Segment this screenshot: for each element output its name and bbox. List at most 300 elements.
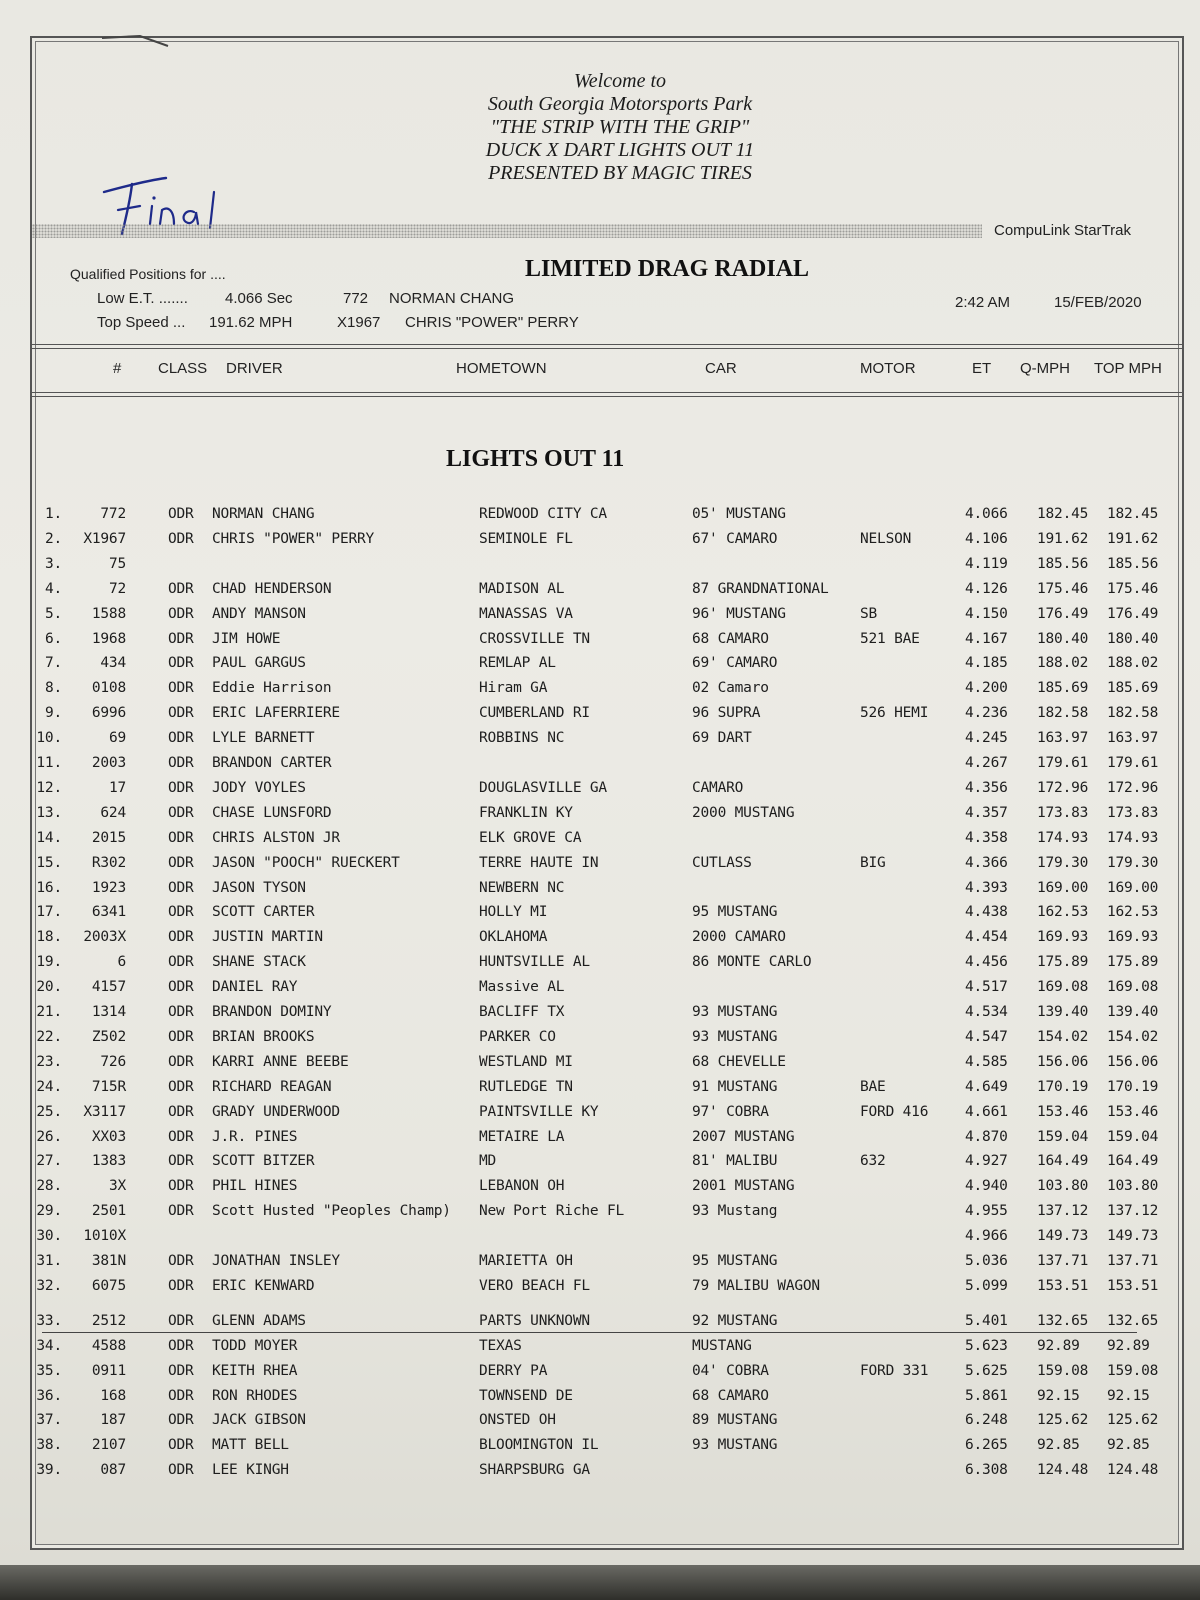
col-header-top-mph: TOP MPH — [1094, 360, 1162, 377]
cell-q-mph: 92.15 — [1037, 1387, 1080, 1404]
cell-top-mph: 175.89 — [1107, 954, 1159, 971]
cell-hometown: SHARPSBURG GA — [479, 1462, 590, 1479]
cell-car: 87 GRANDNATIONAL — [692, 580, 829, 597]
cell-position: 39. — [36, 1462, 62, 1479]
cell-class: ODR — [168, 530, 194, 547]
cell-class: ODR — [168, 506, 194, 522]
cell-class: ODR — [168, 1153, 194, 1170]
cell-et: 4.661 — [965, 1103, 1008, 1120]
cell-car: 69 DART — [692, 730, 752, 747]
cell-position: 28. — [36, 1178, 62, 1195]
class-title: LIMITED DRAG RADIAL — [525, 256, 810, 282]
cell-car-number: 726 — [100, 1053, 126, 1070]
table-row — [0, 581, 1200, 605]
cell-hometown: BLOOMINGTON IL — [479, 1437, 599, 1454]
cell-car-number: 17 — [108, 779, 126, 796]
cell-class: ODR — [168, 1462, 194, 1479]
cell-car: 89 MUSTANG — [692, 1412, 778, 1429]
top-speed-driver: CHRIS "POWER" PERRY — [405, 314, 579, 331]
table-row — [0, 954, 1200, 978]
cell-position: 8. — [44, 680, 62, 697]
track-slogan: "THE STRIP WITH THE GRIP" — [490, 116, 750, 138]
table-row — [0, 904, 1200, 928]
cell-top-mph: 125.62 — [1107, 1412, 1159, 1429]
table-row — [0, 730, 1200, 754]
table-row — [0, 979, 1200, 1003]
cell-motor: 632 — [860, 1153, 886, 1170]
cell-q-mph: 103.80 — [1037, 1178, 1089, 1195]
cell-driver: SCOTT CARTER — [212, 904, 315, 921]
cell-top-mph: 164.49 — [1107, 1153, 1159, 1170]
col-header-q-mph: Q-MPH — [1020, 360, 1070, 377]
cell-hometown: DOUGLASVILLE GA — [479, 779, 607, 796]
table-row — [0, 1278, 1200, 1302]
table-row — [0, 1363, 1200, 1387]
cell-q-mph: 179.61 — [1037, 755, 1089, 771]
cell-driver: TODD MOYER — [212, 1337, 298, 1354]
cell-q-mph: 175.46 — [1037, 580, 1089, 597]
cell-car-number: 1923 — [91, 879, 126, 896]
cell-class: ODR — [168, 1412, 194, 1429]
cell-et: 4.358 — [965, 829, 1008, 846]
cell-car: 04' COBRA — [692, 1362, 769, 1379]
cell-position: 5. — [44, 605, 62, 622]
cell-hometown: ROBBINS NC — [479, 730, 565, 747]
cell-et: 6.248 — [965, 1412, 1008, 1429]
cell-et: 4.870 — [965, 1128, 1008, 1145]
table-row — [0, 1437, 1200, 1461]
cell-position: 1. — [44, 506, 62, 522]
cell-top-mph: 163.97 — [1107, 730, 1159, 747]
cell-position: 24. — [36, 1078, 62, 1095]
cell-hometown: REMLAP AL — [479, 655, 556, 672]
low-et-car: 772 — [343, 290, 369, 307]
cell-class: ODR — [168, 854, 194, 871]
col-header-number: # — [113, 360, 122, 377]
cell-position: 19. — [36, 954, 62, 971]
cell-hometown: New Port Riche FL — [479, 1203, 625, 1220]
cell-class: ODR — [168, 954, 194, 971]
cell-car: 68 CHEVELLE — [692, 1053, 786, 1070]
table-row — [0, 1029, 1200, 1053]
table-row — [0, 1253, 1200, 1277]
cell-q-mph: 164.49 — [1037, 1153, 1089, 1170]
cell-top-mph: 159.04 — [1107, 1128, 1159, 1145]
table-row — [0, 680, 1200, 704]
cell-top-mph: 153.51 — [1107, 1277, 1159, 1294]
cell-et: 4.393 — [965, 879, 1008, 896]
cell-hometown: TERRE HAUTE IN — [479, 854, 599, 871]
cell-car-number: 2501 — [91, 1203, 126, 1220]
cell-et: 5.099 — [965, 1277, 1008, 1294]
table-row — [0, 1129, 1200, 1153]
cell-car: 68 CAMARO — [692, 630, 769, 647]
cell-class: ODR — [168, 1128, 194, 1145]
table-row — [0, 1054, 1200, 1078]
cell-car-number: 6 — [117, 954, 126, 971]
cell-driver: JIM HOWE — [212, 630, 281, 647]
table-row — [0, 606, 1200, 630]
cell-position: 34. — [36, 1337, 62, 1354]
cell-car-number: 4157 — [91, 979, 126, 996]
cell-car-number: R302 — [91, 854, 126, 871]
table-row — [0, 855, 1200, 879]
cell-q-mph: 169.93 — [1037, 929, 1089, 946]
cell-car-number: X1967 — [83, 530, 126, 547]
cell-car: CAMARO — [692, 779, 744, 796]
cell-position: 16. — [36, 879, 62, 896]
cell-motor: 526 HEMI — [860, 705, 929, 722]
cell-q-mph: 154.02 — [1037, 1028, 1089, 1045]
cell-driver: LEE KINGH — [212, 1462, 289, 1479]
table-row — [0, 705, 1200, 729]
cell-top-mph: 154.02 — [1107, 1028, 1159, 1045]
cell-hometown: OKLAHOMA — [479, 929, 548, 946]
cell-driver: NORMAN CHANG — [212, 506, 315, 522]
cell-position: 15. — [36, 854, 62, 871]
table-row — [0, 805, 1200, 829]
cell-et: 4.927 — [965, 1153, 1008, 1170]
cell-driver: KEITH RHEA — [212, 1362, 298, 1379]
cell-et: 5.036 — [965, 1253, 1008, 1269]
cell-car-number: 1968 — [91, 630, 126, 647]
cell-class: ODR — [168, 1277, 194, 1294]
cell-position: 33. — [36, 1312, 62, 1329]
cell-et: 5.623 — [965, 1337, 1008, 1354]
cell-et: 4.236 — [965, 705, 1008, 722]
cell-driver: LYLE BARNETT — [212, 730, 315, 747]
cell-car-number: XX03 — [91, 1128, 126, 1145]
cell-car: 05' MUSTANG — [692, 506, 786, 522]
cell-car-number: 6341 — [91, 904, 126, 921]
cell-class: ODR — [168, 755, 194, 771]
low-et-driver: NORMAN CHANG — [389, 290, 515, 307]
cell-et: 4.245 — [965, 730, 1008, 747]
cell-driver: JACK GIBSON — [212, 1412, 306, 1429]
cell-motor: 521 BAE — [860, 630, 920, 647]
col-header-class: CLASS — [158, 360, 208, 377]
event-name: DUCK X DART LIGHTS OUT 11 — [485, 139, 755, 161]
cell-hometown: METAIRE LA — [479, 1128, 565, 1145]
cell-et: 4.119 — [965, 555, 1008, 572]
cell-position: 9. — [44, 705, 62, 722]
cell-top-mph: 169.00 — [1107, 879, 1159, 896]
cell-class: ODR — [168, 1103, 194, 1120]
cell-hometown: FRANKLIN KY — [479, 804, 573, 821]
cell-position: 30. — [36, 1228, 62, 1245]
cell-class: ODR — [168, 1312, 194, 1329]
cell-top-mph: 124.48 — [1107, 1462, 1159, 1479]
cell-top-mph: 188.02 — [1107, 655, 1159, 672]
cell-driver: Eddie Harrison — [212, 680, 332, 697]
cell-car: CUTLASS — [692, 854, 752, 871]
cell-top-mph: 153.46 — [1107, 1103, 1159, 1120]
cell-class: ODR — [168, 680, 194, 697]
table-row — [0, 506, 1200, 530]
cell-car: 69' CAMARO — [692, 655, 778, 672]
cell-car: 96 SUPRA — [692, 705, 761, 722]
cell-class: ODR — [168, 779, 194, 796]
cell-hometown: TOWNSEND DE — [479, 1387, 573, 1404]
cell-car-number: 0911 — [91, 1362, 126, 1379]
cell-hometown: NEWBERN NC — [479, 879, 565, 896]
cell-car-number: 187 — [100, 1412, 126, 1429]
cell-motor: BAE — [860, 1078, 886, 1095]
cell-top-mph: 169.93 — [1107, 929, 1159, 946]
cell-motor: NELSON — [860, 530, 912, 547]
cell-et: 4.585 — [965, 1053, 1008, 1070]
cell-position: 7. — [44, 655, 62, 672]
cell-car-number: 6996 — [91, 705, 126, 722]
report-time: 2:42 AM — [955, 294, 1011, 311]
cell-q-mph: 124.48 — [1037, 1462, 1089, 1479]
cell-position: 29. — [36, 1203, 62, 1220]
cell-position: 38. — [36, 1437, 62, 1454]
cell-position: 37. — [36, 1412, 62, 1429]
cell-top-mph: 179.61 — [1107, 755, 1159, 771]
qualifying-cutoff-line — [42, 1332, 1137, 1333]
cell-q-mph: 163.97 — [1037, 730, 1089, 747]
cell-driver: PAUL GARGUS — [212, 655, 306, 672]
cell-position: 11. — [36, 755, 62, 771]
cell-car: 2001 MUSTANG — [692, 1178, 795, 1195]
cell-top-mph: 149.73 — [1107, 1228, 1159, 1245]
cell-q-mph: 182.45 — [1037, 506, 1089, 522]
cell-hometown: ONSTED OH — [479, 1412, 556, 1429]
table-row — [0, 531, 1200, 555]
cell-q-mph: 185.69 — [1037, 680, 1089, 697]
cell-car: 2000 MUSTANG — [692, 804, 795, 821]
cell-hometown: RUTLEDGE TN — [479, 1078, 573, 1095]
cell-top-mph: 137.12 — [1107, 1203, 1159, 1220]
cell-hometown: BACLIFF TX — [479, 1004, 565, 1020]
cell-hometown: LEBANON OH — [479, 1178, 565, 1195]
cell-class: ODR — [168, 580, 194, 597]
cell-car: 92 MUSTANG — [692, 1312, 778, 1329]
cell-class: ODR — [168, 705, 194, 722]
cell-top-mph: 182.45 — [1107, 506, 1159, 522]
cell-q-mph: 169.08 — [1037, 979, 1089, 996]
col-header-et: ET — [972, 360, 992, 377]
table-row — [0, 1079, 1200, 1103]
table-row — [0, 1004, 1200, 1028]
cell-car-number: 168 — [100, 1387, 126, 1404]
cell-car: 81' MALIBU — [692, 1153, 778, 1170]
cell-class: ODR — [168, 1387, 194, 1404]
cell-q-mph: 92.85 — [1037, 1437, 1080, 1454]
col-header-driver: DRIVER — [226, 360, 283, 377]
cell-position: 20. — [36, 979, 62, 996]
cell-top-mph: 185.69 — [1107, 680, 1159, 697]
section-title: LIGHTS OUT 11 — [446, 446, 625, 472]
cell-car: 93 MUSTANG — [692, 1437, 778, 1454]
cell-q-mph: 169.00 — [1037, 879, 1089, 896]
cell-top-mph: 191.62 — [1107, 530, 1159, 547]
cell-position: 18. — [36, 929, 62, 946]
cell-driver: ERIC LAFERRIERE — [212, 705, 340, 722]
cell-car-number: Z502 — [91, 1028, 126, 1045]
cell-top-mph: 156.06 — [1107, 1053, 1159, 1070]
cell-motor: BIG — [860, 854, 886, 871]
cell-driver: BRIAN BROOKS — [212, 1028, 315, 1045]
cell-et: 4.517 — [965, 979, 1008, 996]
cell-hometown: TEXAS — [479, 1337, 522, 1354]
cell-et: 4.955 — [965, 1203, 1008, 1220]
cell-hometown: MADISON AL — [479, 580, 565, 597]
cell-position: 31. — [36, 1253, 62, 1269]
cell-et: 4.438 — [965, 904, 1008, 921]
cell-et: 5.861 — [965, 1387, 1008, 1404]
table-row — [0, 1338, 1200, 1362]
welcome-line: Welcome to — [573, 70, 666, 92]
cell-driver: PHIL HINES — [212, 1178, 298, 1195]
cell-car-number: 0108 — [91, 680, 126, 697]
cell-car-number: 381N — [91, 1253, 126, 1269]
cell-hometown: ELK GROVE CA — [479, 829, 582, 846]
table-row — [0, 556, 1200, 580]
cell-q-mph: 156.06 — [1037, 1053, 1089, 1070]
cell-class: ODR — [168, 630, 194, 647]
cell-driver: GLENN ADAMS — [212, 1312, 306, 1329]
cell-class: ODR — [168, 1178, 194, 1195]
top-speed-car: X1967 — [337, 314, 381, 331]
cell-class: ODR — [168, 1053, 194, 1070]
cell-car-number: 1010X — [83, 1228, 126, 1245]
cell-hometown: WESTLAND MI — [479, 1053, 573, 1070]
cell-driver: BRANDON DOMINY — [212, 1004, 332, 1020]
cell-hometown: MANASSAS VA — [479, 605, 573, 622]
cell-driver: CHAD HENDERSON — [212, 580, 332, 597]
cell-class: ODR — [168, 1253, 194, 1269]
cell-class: ODR — [168, 929, 194, 946]
qualified-label: Qualified Positions for .... — [70, 266, 226, 282]
cell-q-mph: 132.65 — [1037, 1312, 1089, 1329]
cell-motor: FORD 416 — [860, 1103, 929, 1120]
cell-et: 5.625 — [965, 1362, 1008, 1379]
cell-car: 68 CAMARO — [692, 1387, 769, 1404]
top-speed-label: Top Speed ... — [97, 314, 186, 331]
cell-et: 5.401 — [965, 1312, 1008, 1329]
col-header-car: CAR — [705, 360, 737, 377]
cell-q-mph: 175.89 — [1037, 954, 1089, 971]
cell-hometown: CROSSVILLE TN — [479, 630, 590, 647]
cell-driver: ANDY MANSON — [212, 605, 306, 622]
cell-car-number: 434 — [100, 655, 126, 672]
cell-hometown: MARIETTA OH — [479, 1253, 573, 1269]
cell-q-mph: 174.93 — [1037, 829, 1089, 846]
cell-class: ODR — [168, 1004, 194, 1020]
cell-car-number: 3X — [108, 1178, 126, 1195]
cell-car-number: 1588 — [91, 605, 126, 622]
cell-position: 10. — [36, 730, 62, 747]
cell-hometown: HOLLY MI — [479, 904, 548, 921]
cell-class: ODR — [168, 879, 194, 896]
cell-car: 86 MONTE CARLO — [692, 954, 812, 971]
cell-driver: RICHARD REAGAN — [212, 1078, 332, 1095]
cell-et: 4.356 — [965, 779, 1008, 796]
cell-class: ODR — [168, 1437, 194, 1454]
cell-q-mph: 180.40 — [1037, 630, 1089, 647]
cell-driver: SHANE STACK — [212, 954, 306, 971]
cell-top-mph: 179.30 — [1107, 854, 1159, 871]
cell-top-mph: 182.58 — [1107, 705, 1159, 722]
cell-position: 22. — [36, 1028, 62, 1045]
cell-driver: J.R. PINES — [212, 1128, 298, 1145]
cell-q-mph: 172.96 — [1037, 779, 1089, 796]
cell-car-number: X3117 — [83, 1103, 126, 1120]
table-row — [0, 1313, 1200, 1337]
cell-position: 21. — [36, 1004, 62, 1020]
cell-top-mph: 92.89 — [1107, 1337, 1150, 1354]
cell-position: 6. — [44, 630, 62, 647]
cell-car-number: 772 — [100, 506, 126, 522]
cell-car: 93 MUSTANG — [692, 1028, 778, 1045]
cell-et: 4.454 — [965, 929, 1008, 946]
cell-q-mph: 149.73 — [1037, 1228, 1089, 1245]
cell-q-mph: 170.19 — [1037, 1078, 1089, 1095]
cell-car-number: 087 — [100, 1462, 126, 1479]
cell-car-number: 4588 — [91, 1337, 126, 1354]
cell-car-number: 2015 — [91, 829, 126, 846]
cell-top-mph: 175.46 — [1107, 580, 1159, 597]
cell-driver: JUSTIN MARTIN — [212, 929, 323, 946]
cell-position: 36. — [36, 1387, 62, 1404]
timing-system-label: CompuLink StarTrak — [994, 222, 1131, 239]
cell-hometown: PARKER CO — [479, 1028, 556, 1045]
cell-position: 2. — [44, 530, 62, 547]
cell-car: 95 MUSTANG — [692, 904, 778, 921]
cell-top-mph: 185.56 — [1107, 555, 1159, 572]
cell-q-mph: 153.51 — [1037, 1277, 1089, 1294]
cell-car: 02 Camaro — [692, 680, 769, 697]
cell-top-mph: 174.93 — [1107, 829, 1159, 846]
cell-driver: CHRIS "POWER" PERRY — [212, 530, 375, 547]
table-row — [0, 1203, 1200, 1227]
cell-driver: ERIC KENWARD — [212, 1277, 315, 1294]
cell-q-mph: 173.83 — [1037, 804, 1089, 821]
cell-hometown: Hiram GA — [479, 680, 548, 697]
cell-top-mph: 92.85 — [1107, 1437, 1150, 1454]
cell-driver: JODY VOYLES — [212, 779, 306, 796]
cell-top-mph: 169.08 — [1107, 979, 1159, 996]
cell-class: ODR — [168, 605, 194, 622]
cell-et: 4.126 — [965, 580, 1008, 597]
table-row — [0, 880, 1200, 904]
cell-position: 13. — [36, 804, 62, 821]
cell-hometown: MD — [479, 1153, 497, 1170]
cell-car: 2007 MUSTANG — [692, 1128, 795, 1145]
cell-driver: MATT BELL — [212, 1437, 289, 1454]
cell-et: 4.106 — [965, 530, 1008, 547]
col-header-motor: MOTOR — [860, 360, 916, 377]
cell-hometown: SEMINOLE FL — [479, 530, 573, 547]
cell-top-mph: 173.83 — [1107, 804, 1159, 821]
cell-car-number: 715R — [91, 1078, 126, 1095]
cell-et: 4.649 — [965, 1078, 1008, 1095]
cell-position: 3. — [44, 555, 62, 572]
cell-car: 95 MUSTANG — [692, 1253, 778, 1269]
cell-hometown: REDWOOD CITY CA — [479, 506, 607, 522]
cell-top-mph: 159.08 — [1107, 1362, 1159, 1379]
cell-car-number: 2512 — [91, 1312, 126, 1329]
cell-car-number: 2107 — [91, 1437, 126, 1454]
cell-q-mph: 182.58 — [1037, 705, 1089, 722]
cell-et: 4.200 — [965, 680, 1008, 697]
cell-car-number: 1314 — [91, 1004, 126, 1020]
cell-q-mph: 176.49 — [1037, 605, 1089, 622]
cell-q-mph: 153.46 — [1037, 1103, 1089, 1120]
background-surface — [0, 1565, 1200, 1600]
